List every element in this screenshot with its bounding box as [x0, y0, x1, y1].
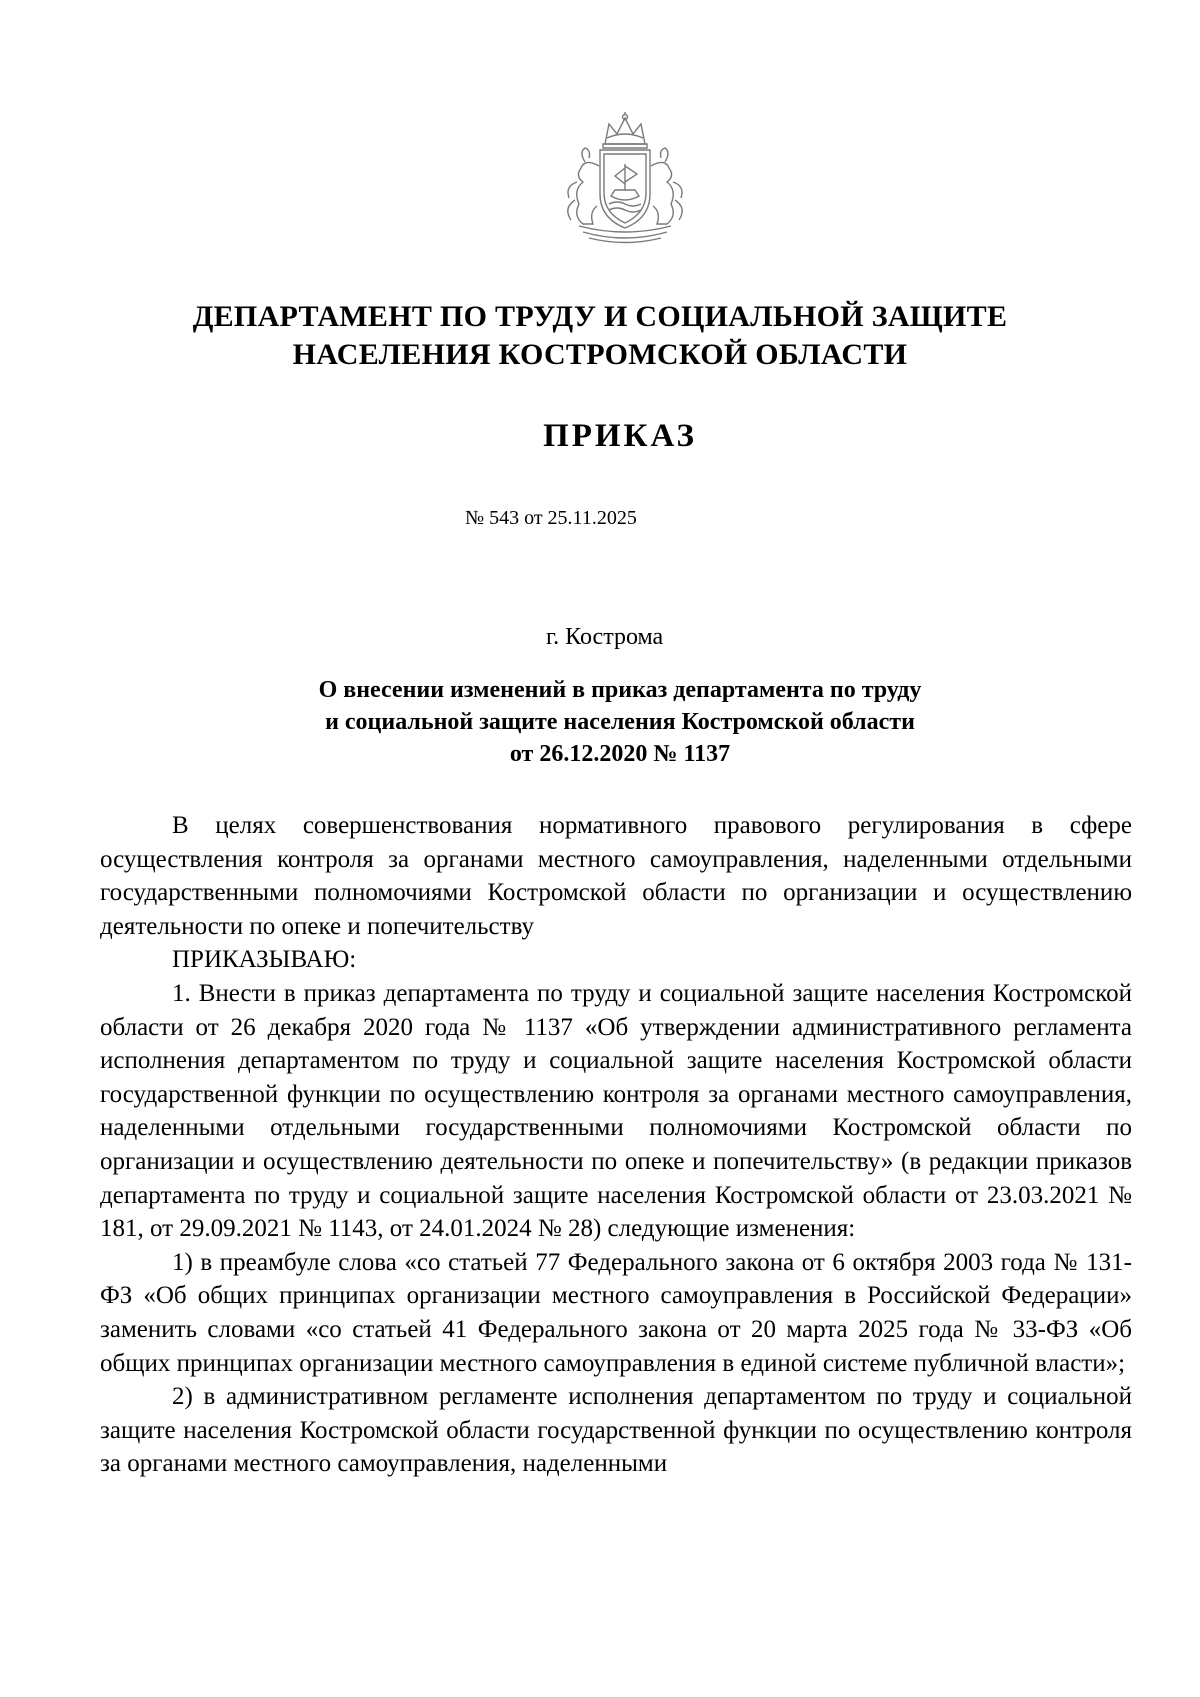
subject-line-1: О внесении изменений в приказ департамента по труду	[318, 677, 922, 703]
preamble-paragraph: В целях совершенствования нормативного правового регулирования в сфере осуществления контроля за органами местного самоуправления, наделенными отдельными государственными полномочиями Костромской области по организации и осуществлению деятельности по опеке и попечительству	[100, 812, 1132, 940]
subject-line-2: и социальной защите населения Костромской области	[325, 709, 915, 735]
document-number-date: № 543 от 25.11.2025	[465, 507, 637, 529]
subclause-2-paragraph: 2) в административном регламенте исполнения департаментом по труду и социальной защите населения Костромской области государственной функции по осуществлению контроля за органами местного самоуправления, наделенными	[100, 1383, 1132, 1478]
kostroma-oblast-coat-of-arms-icon	[555, 112, 695, 247]
order-keyword: ПРИКАЗЫВАЮ:	[172, 946, 357, 974]
department-name	[0, 298, 1200, 374]
department-name-line-2: НАСЕЛЕНИЯ КОСТРОМСКОЙ ОБЛАСТИ	[292, 338, 908, 371]
subject-line-3: от 26.12.2020 № 1137	[509, 741, 731, 767]
document-city: г. Кострома	[546, 624, 664, 650]
clause-1-paragraph: 1. Внести в приказ департамента по труду и социальной защите населения Костромской области от 26 декабря 2020 года № 1137 «Об утверждении административного регламента исполнения департаментом по труду и социальной защите населения Костромской области государственной функции по осуществлению контроля за органами местного самоуправления, наделенными отдельными государственными полномочиями Костромской области по организации и осуществлению деятельности по опеке и попечительству» (в редакции приказов департамента по труду и социальной защите населения Костромской области от 23.03.2021 № 181, от 29.09.2021 № 1143, от 24.01.2024 № 28) следующие изменения:	[100, 979, 1132, 1243]
department-name-line-1: ДЕПАРТАМЕНТ ПО ТРУДУ И СОЦИАЛЬНОЙ ЗАЩИТЕ	[192, 300, 1008, 333]
document-body	[100, 809, 1132, 1481]
document-subject	[0, 674, 1200, 770]
document-type-title: ПРИКАЗ	[543, 418, 697, 454]
subclause-1-paragraph: 1) в преамбуле слова «со статьей 77 Федерального закона от 6 октября 2003 года № 131-ФЗ «Об общих принципах организации местного самоуправления в Российской Федерации» заменить словами «со статьей 41 Федерального закона от 20 марта 2025 года № 33-ФЗ «Об общих принципах организации местного самоуправления в единой системе публичной власти»;	[100, 1248, 1132, 1377]
